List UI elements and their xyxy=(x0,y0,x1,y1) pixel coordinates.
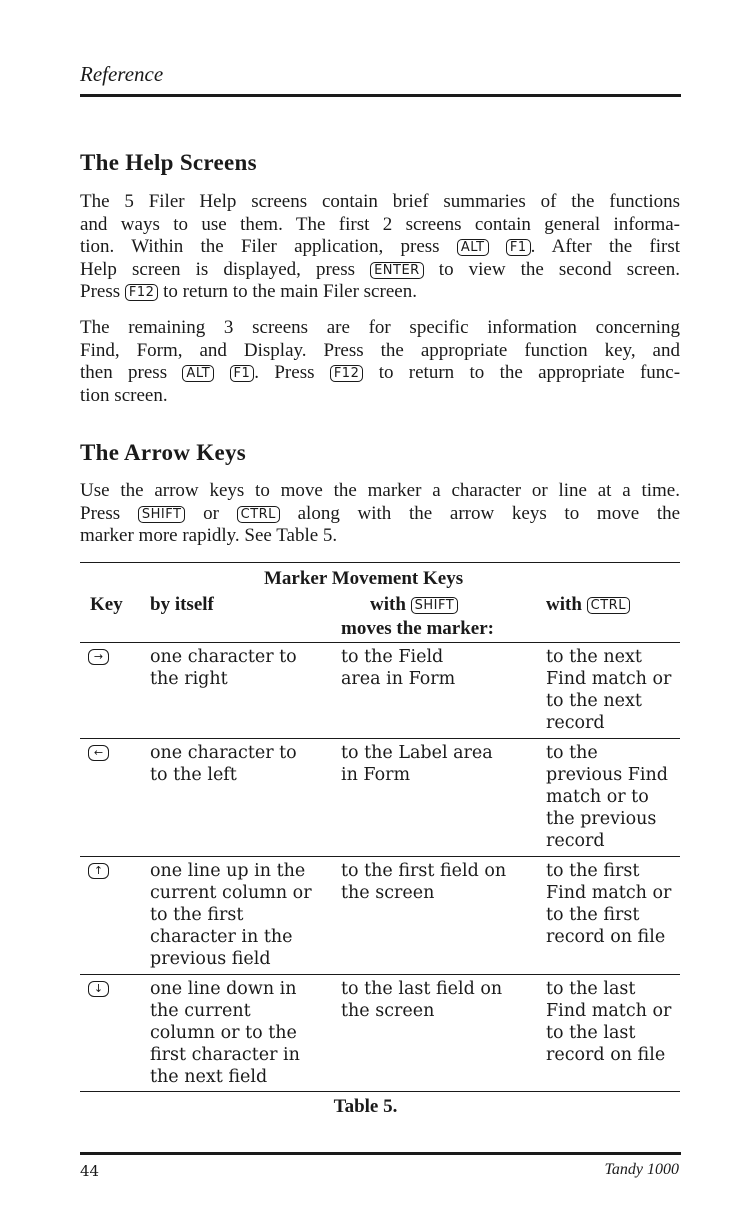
table-group-title: Marker Movement Keys xyxy=(264,568,464,589)
table-row-rule xyxy=(80,738,680,739)
enter-key: ENTER xyxy=(370,262,424,279)
table-bottom-rule xyxy=(80,1091,680,1092)
table-cell-ctrl: to the previous Find match or to the previous record xyxy=(546,743,668,851)
column-header-with-shift xyxy=(370,593,458,617)
table-cell-shift: to the Label area in Form xyxy=(341,743,493,785)
f1-key: F1 xyxy=(230,365,255,382)
table-cell-itself: one line down in the current column or to the first character in the next field xyxy=(150,979,300,1087)
text-line xyxy=(80,259,680,282)
alt-key: ALT xyxy=(457,239,489,256)
text-run: to view the second screen. xyxy=(438,258,681,280)
text-line xyxy=(80,362,680,385)
text-line xyxy=(80,236,680,259)
up-arrow-key-icon: ↑ xyxy=(88,863,109,879)
f12-key: F12 xyxy=(330,365,364,382)
text-line: marker more rapidly. See Table 5. xyxy=(80,525,338,546)
column-header-moves-marker: moves the marker: xyxy=(341,618,495,639)
table-row-rule xyxy=(80,974,680,975)
text-line: Use the arrow keys to move the marker a character or line at a time. xyxy=(80,480,680,501)
f1-key: F1 xyxy=(506,239,531,256)
column-header-key: Key xyxy=(90,594,123,615)
table-cell-shift: to the last field on the screen xyxy=(341,979,503,1021)
column-header-with-ctrl xyxy=(546,593,630,617)
table-cell-shift: to the Field area in Form xyxy=(341,647,456,689)
text-run: Press xyxy=(80,502,121,524)
table-cell-ctrl: to the next Find match or to the next record xyxy=(546,647,672,733)
table-top-rule xyxy=(80,562,680,563)
text-run: to return to the main Filer screen. xyxy=(163,281,417,302)
text-line: The remaining 3 screens are for specific information concerning xyxy=(80,317,680,338)
text-run: . After the first xyxy=(530,236,681,257)
text-line: Find, Form, and Display. Press the appropriate function key, and xyxy=(80,339,680,361)
ctrl-key: CTRL xyxy=(587,597,630,614)
alt-key: ALT xyxy=(182,365,214,382)
footer-rule xyxy=(80,1152,681,1155)
table-cell-itself: one character to the right xyxy=(150,647,297,689)
table-cell-ctrl: to the last Find match or to the last record on file xyxy=(546,979,672,1065)
down-arrow-key-icon: ↓ xyxy=(88,981,109,997)
text-run: along with the arrow keys to move the xyxy=(297,502,681,524)
help-paragraph-1 xyxy=(80,191,680,304)
shift-key: SHIFT xyxy=(411,597,459,614)
page-number: 44 xyxy=(80,1162,100,1180)
running-head: Reference xyxy=(80,62,164,86)
header-text: with xyxy=(546,594,582,615)
text-run: or xyxy=(203,502,219,524)
table-cell-ctrl: to the first Find match or to the first record on file xyxy=(546,861,672,947)
text-run: . Press xyxy=(254,362,315,383)
table-cell-itself: one line up in the current column or to the first character in the previous field xyxy=(150,861,312,969)
product-name: Tandy 1000 xyxy=(604,1161,679,1178)
text-run: tion. Within the Filer application, press xyxy=(80,236,440,257)
table-header-rule xyxy=(80,642,680,643)
section-title-help-screens: The Help Screens xyxy=(80,150,257,175)
text-line xyxy=(80,281,680,304)
text-line: and ways to use them. The first 2 screens contain general informa- xyxy=(80,213,680,235)
text-run: to return to the appropriate func- xyxy=(378,362,681,383)
header-rule xyxy=(80,94,681,97)
header-text: with xyxy=(370,594,406,615)
column-header-by-itself: by itself xyxy=(150,594,214,615)
arrow-keys-paragraph xyxy=(80,480,680,548)
f12-key: F12 xyxy=(125,284,159,301)
section-title-arrow-keys: The Arrow Keys xyxy=(80,440,247,465)
text-line: The 5 Filer Help screens contain brief summaries of the functions xyxy=(80,191,680,212)
text-run: then press xyxy=(80,362,168,383)
table-row-rule xyxy=(80,856,680,857)
shift-key: SHIFT xyxy=(138,506,186,523)
text-run: Help screen is displayed, press xyxy=(80,258,355,280)
text-line xyxy=(80,503,680,526)
table-cell-itself: one character to to the left xyxy=(150,743,297,785)
right-arrow-key-icon: → xyxy=(88,649,109,665)
help-paragraph-2 xyxy=(80,317,680,407)
ctrl-key: CTRL xyxy=(237,506,280,523)
left-arrow-key-icon: ← xyxy=(88,745,109,761)
table-cell-shift: to the first field on the screen xyxy=(341,861,507,903)
text-run: Press xyxy=(80,281,121,302)
table-caption: Table 5. xyxy=(333,1096,398,1117)
text-line: tion screen. xyxy=(80,384,168,406)
